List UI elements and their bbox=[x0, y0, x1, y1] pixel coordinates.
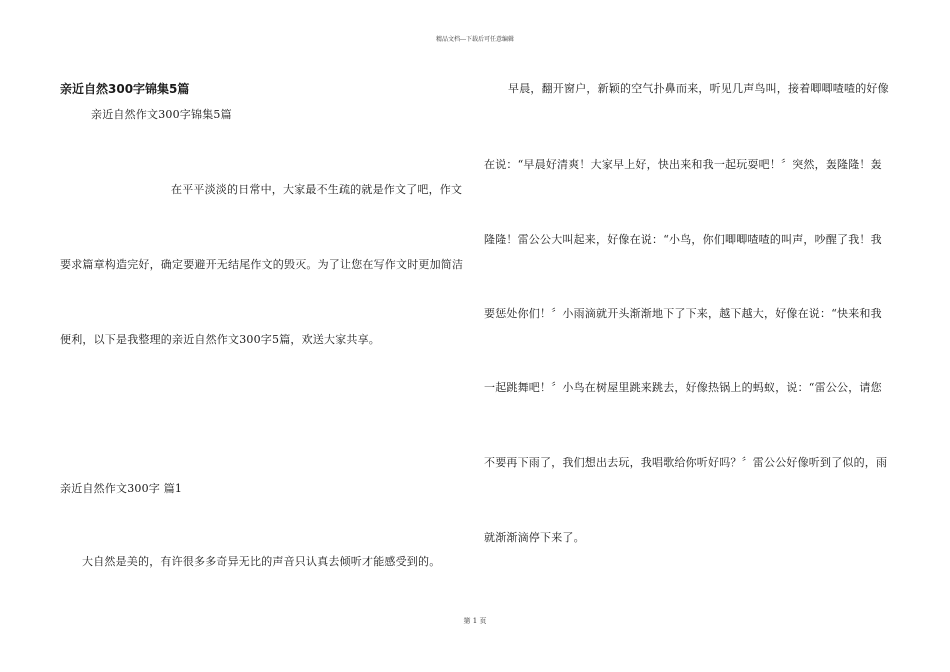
body-line: 大自然是美的，有许很多多奇异无比的声音只认真去倾听才能感受到的。 bbox=[82, 555, 441, 568]
body-line: 不要再下雨了，我们想出去玩，我唱歌给你听好吗？〞雷公公好像听到了似的，雨 bbox=[484, 456, 888, 469]
body-line: 要惩处你们！〞小雨滴就开头渐渐地下了下来，越下越大，好像在说：“快来和我 bbox=[484, 307, 882, 320]
body-line: 在说：“早晨好清爽！大家早上好，快出来和我一起玩耍吧！〞突然，轰隆隆！轰 bbox=[484, 158, 882, 171]
subtitle: 亲近自然作文300字锦集5篇 bbox=[91, 108, 232, 121]
body-line: 一起跳舞吧！〞小鸟在树屋里跳来跳去，好像热锅上的蚂蚁，说：“雷公公，请您 bbox=[484, 381, 882, 394]
intro-line: 要求篇章构造完好，确定要避开无结尾作文的毁灭。为了让您在写作文时更加简洁 bbox=[60, 258, 464, 271]
body-line: 早晨，翻开窗户，新颖的空气扑鼻而来，听见几声鸟叫，接着唧唧喳喳的好像 bbox=[508, 82, 889, 95]
body-line: 隆隆！雷公公大叫起来，好像在说：“小鸟，你们唧唧喳喳的叫声，吵醒了我！我 bbox=[484, 233, 882, 246]
intro-line: 便利，以下是我整理的亲近自然作文300字5篇，欢送大家共享。 bbox=[60, 333, 380, 346]
intro-line: 在平平淡淡的日常中，大家最不生疏的就是作文了吧，作文 bbox=[171, 183, 463, 196]
section-heading: 亲近自然作文300字 篇1 bbox=[60, 482, 183, 495]
page-header: 精品文档---下载后可任意编辑 bbox=[435, 36, 515, 43]
document-title: 亲近自然300字锦集5篇 bbox=[60, 82, 190, 96]
body-line: 就渐渐滴停下来了。 bbox=[484, 531, 585, 544]
page-footer: 第 1 页 bbox=[463, 617, 487, 625]
